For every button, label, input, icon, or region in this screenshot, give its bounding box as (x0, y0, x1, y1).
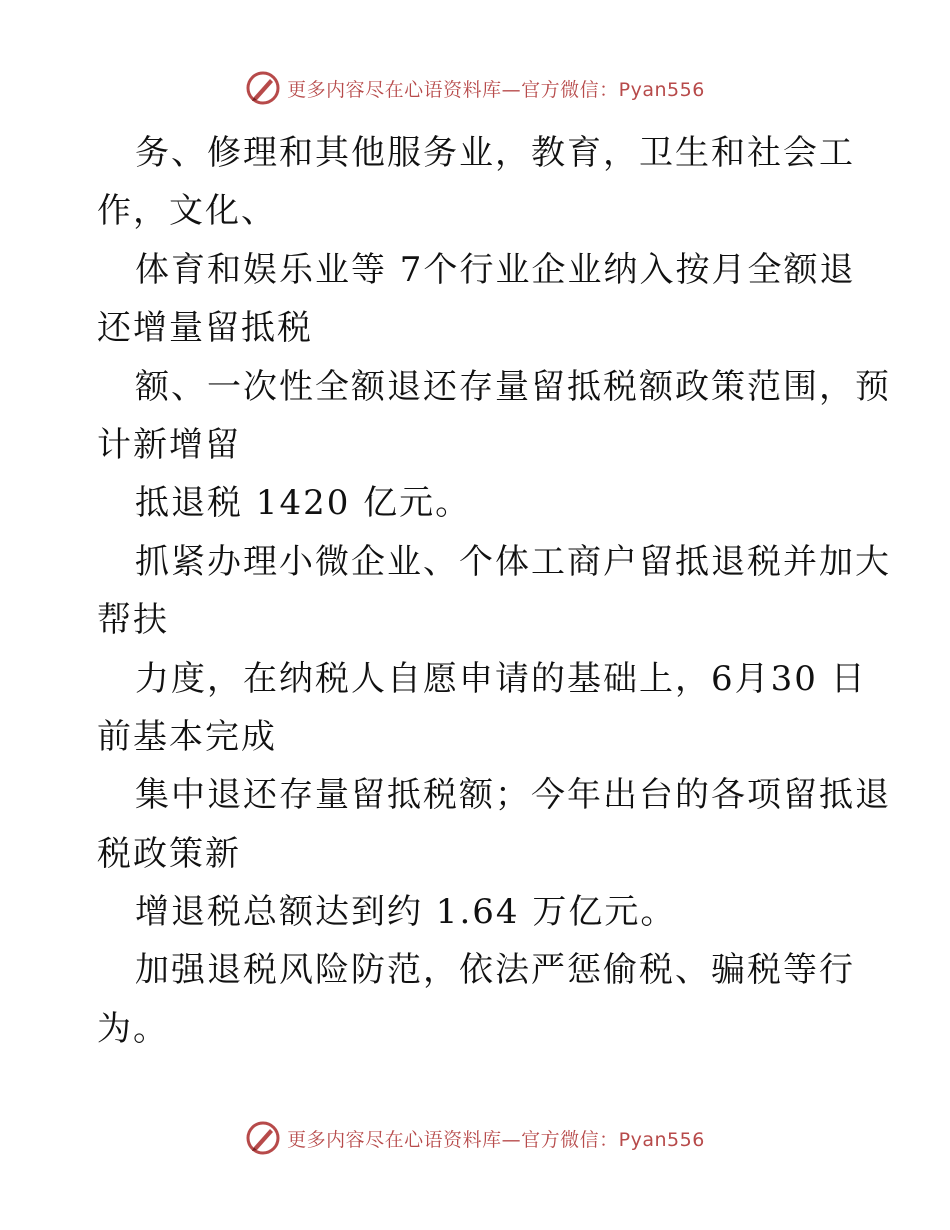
text-line: 前基本完成 (97, 716, 277, 757)
text-line: 抵退税 1420 亿元。 (135, 483, 472, 524)
text-line: 作，文化、 (97, 191, 277, 232)
text-line: 还增量留抵税 (97, 308, 313, 349)
footer-banner (0, 1120, 950, 1156)
text-line: 增退税总额达到约 1.64 万亿元。 (135, 892, 677, 933)
banner-text: 更多内容尽在心语资料库—官方微信：Pyan556 (287, 1128, 705, 1151)
header-banner (0, 70, 950, 106)
pen-logo-icon (245, 70, 281, 106)
text-line: 力度，在纳税人自愿申请的基础上，6月30 日 (135, 658, 867, 699)
document-body (97, 124, 891, 1058)
text-line: 为。 (97, 1008, 169, 1049)
text-line: 抓紧办理小微企业、个体工商户留抵退税并加大 (135, 541, 891, 582)
text-line: 体育和娱乐业等 7个行业企业纳入按月全额退 (135, 249, 856, 290)
text-line: 帮扶 (97, 600, 169, 641)
text-line: 务、修理和其他服务业，教育，卫生和社会工 (135, 133, 855, 173)
text-line: 加强退税风险防范，依法严惩偷税、骗税等行 (135, 950, 855, 991)
pen-logo-icon (245, 1120, 281, 1156)
text-line: 计新增留 (97, 424, 241, 465)
banner-text: 更多内容尽在心语资料库—官方微信：Pyan556 (287, 78, 705, 101)
text-line: 集中退还存量留抵税额；今年出台的各项留抵退 (135, 775, 891, 816)
text-line: 额、一次性全额退还存量留抵税额政策范围，预 (135, 366, 891, 407)
text-line: 税政策新 (97, 833, 241, 874)
